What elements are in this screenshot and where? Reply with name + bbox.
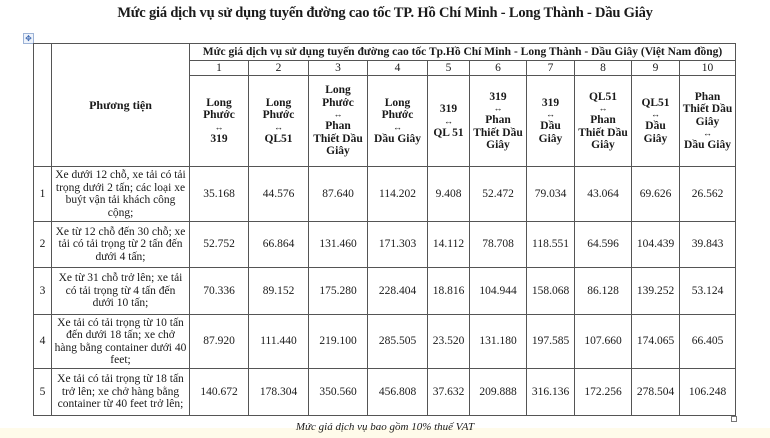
- fee-value: 87.920: [190, 315, 249, 369]
- route-header: [575, 76, 632, 167]
- route-number-header: 4: [368, 61, 428, 76]
- row-number: 2: [34, 222, 52, 268]
- bidirectional-arrow-icon: ↔: [333, 109, 343, 120]
- row-number: 1: [34, 167, 52, 222]
- route-from: 319: [489, 90, 507, 103]
- fee-table: [33, 43, 736, 416]
- route-to: Dầu Giây: [374, 132, 421, 145]
- route-number-header: 1: [190, 61, 249, 76]
- fee-value: 175.280: [309, 268, 368, 315]
- bidirectional-arrow-icon: ↔: [598, 103, 608, 113]
- route-from: QL51: [588, 90, 618, 103]
- fee-value: 64.596: [575, 222, 632, 268]
- route-to: QL51: [264, 132, 293, 145]
- fee-value: 197.585: [527, 315, 575, 369]
- fee-value: 86.128: [575, 268, 632, 315]
- fee-value: 316.136: [527, 369, 575, 416]
- fee-value: 79.034: [527, 167, 575, 222]
- fee-value: 104.944: [470, 268, 527, 315]
- fee-value: 219.100: [309, 315, 368, 369]
- fee-value: 171.303: [368, 222, 428, 268]
- fee-value: 66.864: [249, 222, 309, 268]
- fee-value: 89.152: [249, 268, 309, 315]
- route-number-header: 7: [527, 61, 575, 76]
- table-move-handle-icon[interactable]: ✥: [23, 33, 34, 44]
- fee-value: 53.124: [680, 268, 736, 315]
- fee-value: 140.672: [190, 369, 249, 416]
- route-from: Long Phước: [203, 96, 235, 122]
- route-to: Dầu Giây: [684, 139, 731, 151]
- route-from: 319: [439, 103, 458, 115]
- fee-value: 131.180: [470, 315, 527, 369]
- fee-value: 44.576: [249, 167, 309, 222]
- stt-header-cell: [34, 44, 52, 167]
- route-header: [368, 76, 428, 167]
- fee-value: 131.460: [309, 222, 368, 268]
- route-header: [527, 76, 575, 167]
- bidirectional-arrow-icon: ↔: [546, 109, 555, 120]
- route-header: [249, 76, 309, 167]
- fee-value: 87.640: [309, 167, 368, 222]
- fee-value: 172.256: [575, 369, 632, 416]
- fee-value: 52.752: [190, 222, 249, 268]
- route-from: Long Phước: [262, 96, 295, 122]
- bidirectional-arrow-icon: ↔: [444, 115, 453, 126]
- fee-value: 26.562: [680, 167, 736, 222]
- route-to: Phan Thiết Dầu Giây: [473, 114, 523, 151]
- page-title: Mức giá dịch vụ sử dụng tuyến đường cao tốc TP. Hồ Chí Minh - Long Thành - Dầu Giây: [117, 5, 653, 21]
- fee-value: 9.408: [428, 167, 470, 222]
- bidirectional-arrow-icon: ↔: [651, 109, 660, 120]
- route-to: Dầu Giây: [643, 120, 668, 145]
- route-header: [680, 76, 736, 167]
- fee-value: 158.068: [527, 268, 575, 315]
- route-to: Phan Thiết Dầu Giây: [578, 114, 628, 151]
- fee-value: 78.708: [470, 222, 527, 268]
- table-row: [34, 222, 736, 268]
- route-from: Long Phước: [381, 96, 414, 122]
- fee-value: 18.816: [428, 268, 470, 315]
- vehicle-type: Xe tải có tải trọng từ 10 tấn đến dưới 18 tấn; xe chở hàng bằng container dưới 40 feet;: [52, 315, 190, 369]
- route-number-header: 5: [428, 61, 470, 76]
- bidirectional-arrow-icon: ↔: [703, 128, 712, 138]
- fee-value: 456.808: [368, 369, 428, 416]
- fee-value: 35.168: [190, 167, 249, 222]
- table-row: [34, 315, 736, 369]
- vehicle-type: Xe từ 31 chỗ trở lên; xe tải có tải trọng từ 4 tấn đến dưới 10 tấn;: [52, 268, 190, 315]
- route-number-header: 3: [309, 61, 368, 76]
- fee-value: 14.112: [428, 222, 470, 268]
- fee-value: 278.504: [632, 369, 680, 416]
- route-number-header: 8: [575, 61, 632, 76]
- fee-value: 52.472: [470, 167, 527, 222]
- route-to: QL 51: [433, 126, 464, 139]
- route-header: [470, 76, 527, 167]
- row-number: 4: [34, 315, 52, 369]
- row-number: 3: [34, 268, 52, 315]
- fee-value: 66.405: [680, 315, 736, 369]
- vat-footnote: Mức giá dịch vụ bao gồm 10% thuế VAT: [295, 421, 475, 433]
- fee-value: 209.888: [470, 369, 527, 416]
- route-from: Phan Thiết Dầu Giây: [682, 90, 733, 128]
- table-row: [34, 369, 736, 416]
- route-from: Long Phước: [322, 84, 354, 109]
- route-to: 319: [210, 132, 228, 145]
- vehicle-type: Xe tải có tải trọng từ 18 tấn trở lên; xe chở hàng bằng container từ 40 feet trở lên;: [52, 369, 190, 416]
- table-row: [34, 167, 736, 222]
- route-header: [428, 76, 470, 167]
- bidirectional-arrow-icon: ↔: [393, 121, 402, 132]
- row-number: 5: [34, 369, 52, 416]
- fee-value: 174.065: [632, 315, 680, 369]
- fee-value: 114.202: [368, 167, 428, 222]
- fee-value: 178.304: [249, 369, 309, 416]
- route-to: Phan Thiết Dầu Giây: [313, 120, 363, 158]
- bidirectional-arrow-icon: ↔: [214, 121, 224, 132]
- fee-value: 285.505: [368, 315, 428, 369]
- fee-value: 23.520: [428, 315, 470, 369]
- route-from: 319: [541, 96, 560, 109]
- route-number-header: 6: [470, 61, 527, 76]
- route-to: Dầu Giây: [538, 120, 563, 145]
- table-row: [34, 268, 736, 315]
- fee-value: 350.560: [309, 369, 368, 416]
- fee-value: 39.843: [680, 222, 736, 268]
- fee-value: 69.626: [632, 167, 680, 222]
- fee-value: 118.551: [527, 222, 575, 268]
- bidirectional-arrow-icon: ↔: [493, 103, 503, 113]
- fee-value: 37.632: [428, 369, 470, 416]
- fee-value: 228.404: [368, 268, 428, 315]
- price-group-header: Mức giá dịch vụ sử dụng tuyến đường cao tốc Tp.Hồ Chí Minh - Long Thành - Dầu Giây (Việt Nam đồng): [190, 44, 736, 61]
- fee-value: 70.336: [190, 268, 249, 315]
- route-header: [309, 76, 368, 167]
- fee-value: 107.660: [575, 315, 632, 369]
- vehicle-type: Xe dưới 12 chỗ, xe tải có tải trọng dưới 2 tấn; các loại xe buýt vận tải khách công cộng;: [52, 167, 190, 222]
- route-number-header: 10: [680, 61, 736, 76]
- bidirectional-arrow-icon: ↔: [274, 121, 283, 132]
- fee-value: 106.248: [680, 369, 736, 416]
- route-number-header: 9: [632, 61, 680, 76]
- vehicle-type: Xe từ 12 chỗ đến 30 chỗ; xe tải có tải trọng từ 2 tấn đến dưới 4 tấn;: [52, 222, 190, 268]
- route-number-header: 2: [249, 61, 309, 76]
- fee-value: 139.252: [632, 268, 680, 315]
- route-header: [632, 76, 680, 167]
- vehicle-column-header: Phương tiện: [52, 44, 190, 167]
- route-from: QL51: [641, 96, 670, 109]
- route-header: [190, 76, 249, 167]
- fee-value: 111.440: [249, 315, 309, 369]
- fee-value: 43.064: [575, 167, 632, 222]
- fee-value: 104.439: [632, 222, 680, 268]
